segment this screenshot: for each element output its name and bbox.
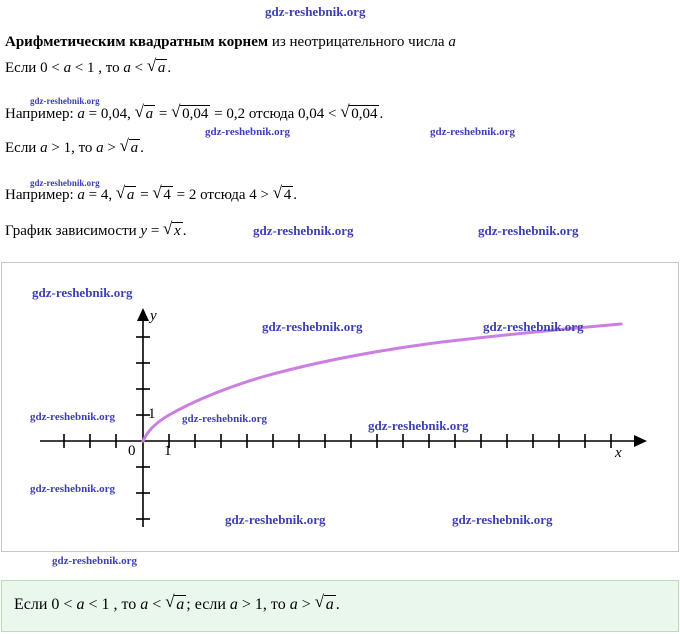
- ex2-var-a: a: [77, 187, 85, 203]
- watermark-text: gdz-reshebnik.org: [182, 413, 268, 425]
- y-tick-label-1: 1: [148, 406, 156, 422]
- radicand-a-2: a: [130, 140, 139, 156]
- sum-semicolon: ; если: [186, 596, 230, 613]
- example-label-1: Например:: [5, 106, 78, 122]
- then-word: , то: [94, 60, 124, 76]
- sum-lt-2: <: [84, 596, 102, 613]
- sum-radicand-a-1: a: [176, 596, 185, 613]
- origin-label: 0: [128, 443, 136, 459]
- ex2-gt: >: [256, 187, 273, 203]
- radicand-a: a: [157, 60, 166, 76]
- watermark-text: gdz-reshebnik.org: [30, 96, 100, 106]
- ex1-radicand-004: 0,04: [182, 106, 209, 122]
- y-axis-label: y: [150, 308, 157, 324]
- graph-panel: [1, 262, 679, 552]
- ex1-sqrt-004: [171, 102, 210, 123]
- radical-sign-icon: √: [119, 136, 129, 155]
- watermark-text: gdz-reshebnik.org: [205, 126, 291, 138]
- definition-term: Арифметическим квадратным корнем: [5, 34, 269, 50]
- summary-text: [14, 592, 340, 614]
- graph-svg: [2, 263, 678, 551]
- radical-sign-icon: √: [115, 183, 126, 202]
- graph-caption-prefix: График зависимости: [5, 223, 141, 239]
- gt-op-2: >: [103, 140, 120, 156]
- ex1-radicand-004-b: 0,04: [351, 106, 378, 122]
- watermark-text: gdz-reshebnik.org: [430, 126, 516, 138]
- sum-radicand-a-2: a: [325, 596, 334, 613]
- ex1-comma: ,: [127, 106, 135, 122]
- watermark-text: gdz-reshebnik.org: [483, 319, 584, 334]
- sum-one-2: 1: [254, 596, 263, 613]
- radical-sign-icon: √: [165, 592, 175, 611]
- sum-gt-2: >: [297, 596, 315, 613]
- sum-lt-1: <: [59, 596, 77, 613]
- var-a-3: a: [40, 140, 48, 156]
- ex1-period: .: [379, 106, 384, 122]
- if-word: Если: [5, 60, 41, 76]
- var-a-4: a: [96, 140, 104, 156]
- x-axis-arrow: [634, 435, 647, 447]
- watermark-text: gdz-reshebnik.org: [253, 223, 354, 238]
- graph-caption: [5, 219, 187, 240]
- sum-lt-3: <: [148, 596, 166, 613]
- radical-sign-icon: √: [340, 102, 350, 121]
- lt-op-3: <: [130, 60, 147, 76]
- one-value-2: 1: [63, 140, 72, 156]
- definition-var: a: [448, 34, 456, 50]
- watermark-text: gdz-reshebnik.org: [225, 512, 326, 527]
- if-word-2: Если: [5, 140, 41, 156]
- sum-one-1: 1: [101, 596, 110, 613]
- sqrt-a: [146, 56, 168, 77]
- summary-panel: [1, 580, 679, 632]
- one-value: 1: [87, 60, 95, 76]
- definition-rest: из неотрицательного числа: [268, 34, 449, 50]
- example-line-1: [5, 102, 384, 123]
- ex1-lt: <: [324, 106, 341, 122]
- ex1-sqrt-004-b: [340, 102, 379, 123]
- sum-then-2: , то: [262, 596, 290, 613]
- radical-sign-icon: √: [163, 219, 173, 238]
- ex1-var-a: a: [77, 106, 85, 122]
- period-2: .: [140, 140, 144, 156]
- sum-sqrt-a-1: [165, 592, 186, 614]
- sum-zero: 0: [51, 596, 60, 613]
- y-axis-arrow: [137, 308, 149, 321]
- sum-period: .: [335, 596, 340, 613]
- sum-a-2: a: [140, 596, 149, 613]
- ex2-eq2: =: [136, 187, 153, 203]
- sqrt-a-2: [119, 136, 141, 157]
- x-tick-label-1: 1: [164, 443, 172, 459]
- graph-period: .: [182, 223, 187, 239]
- ex2-comma: ,: [108, 187, 116, 203]
- ex1-sqrt-a: [134, 102, 156, 123]
- radical-sign-icon: √: [272, 183, 283, 202]
- ex2-eq3: = 2: [172, 187, 197, 203]
- watermark-text: gdz-reshebnik.org: [452, 512, 553, 527]
- ex1-hence: отсюда: [245, 106, 299, 122]
- graph-sqrt-x: [163, 219, 183, 240]
- case-greater-than-one: [5, 136, 144, 157]
- ex2-radicand-4: 4: [163, 187, 171, 203]
- ex2-sqrt-4: [152, 183, 173, 204]
- sum-then-1: , то: [109, 596, 141, 613]
- watermark-text: gdz-reshebnik.org: [30, 411, 116, 423]
- var-a-1: a: [63, 60, 72, 76]
- ex1-eq2: =: [155, 106, 172, 122]
- radical-sign-icon: √: [152, 183, 162, 202]
- ex2-num: 4: [249, 187, 257, 203]
- ex2-radicand-a: a: [126, 187, 135, 203]
- ex1-eq1: = 0,04: [84, 106, 128, 122]
- radical-sign-icon: √: [134, 102, 144, 121]
- ex2-sqrt-4-b: [272, 183, 294, 204]
- sum-if-1: Если: [14, 596, 52, 613]
- ex1-eq3: = 0,2: [210, 106, 246, 122]
- definition-line: [5, 34, 456, 51]
- radical-sign-icon: √: [146, 56, 157, 75]
- example-label-2: Например:: [5, 187, 78, 203]
- watermark-text: gdz-reshebnik.org: [368, 418, 469, 433]
- sum-a-4: a: [289, 596, 298, 613]
- lt-op-2: <: [71, 60, 88, 76]
- ex2-radicand-4-b: 4: [283, 187, 292, 203]
- ex2-period: .: [293, 187, 297, 203]
- lt-op-1: <: [47, 60, 64, 76]
- ex2-hence: отсюда: [196, 187, 250, 203]
- ex2-sqrt-a: [115, 183, 137, 204]
- radical-sign-icon: √: [314, 592, 325, 611]
- gt-op-1: >: [47, 140, 64, 156]
- watermark-text: gdz-reshebnik.org: [265, 4, 366, 19]
- watermark-text: gdz-reshebnik.org: [478, 223, 579, 238]
- ex1-num: 0,04: [298, 106, 325, 122]
- sum-sqrt-a-2: [314, 592, 336, 614]
- sum-a-1: a: [76, 596, 85, 613]
- zero-value: 0: [40, 60, 48, 76]
- var-a-2: a: [123, 60, 131, 76]
- watermark-text: gdz-reshebnik.org: [32, 285, 133, 300]
- case-less-than-one: [5, 56, 172, 77]
- watermark-text: gdz-reshebnik.org: [262, 319, 363, 334]
- period-1: .: [167, 60, 172, 76]
- sum-gt-1: >: [237, 596, 255, 613]
- sum-a-3: a: [229, 596, 238, 613]
- watermark-text: gdz-reshebnik.org: [30, 483, 116, 495]
- radical-sign-icon: √: [171, 102, 181, 121]
- ex2-eq1: = 4: [84, 187, 109, 203]
- x-axis-label: x: [615, 445, 622, 461]
- watermark-text: gdz-reshebnik.org: [52, 555, 138, 567]
- graph-radicand-x: x: [174, 223, 181, 239]
- graph-eq: =: [147, 223, 164, 239]
- ex1-radicand-a: a: [145, 106, 154, 122]
- then-word-2: , то: [71, 140, 97, 156]
- watermark-text: gdz-reshebnik.org: [30, 178, 100, 188]
- graph-y: y: [140, 223, 148, 239]
